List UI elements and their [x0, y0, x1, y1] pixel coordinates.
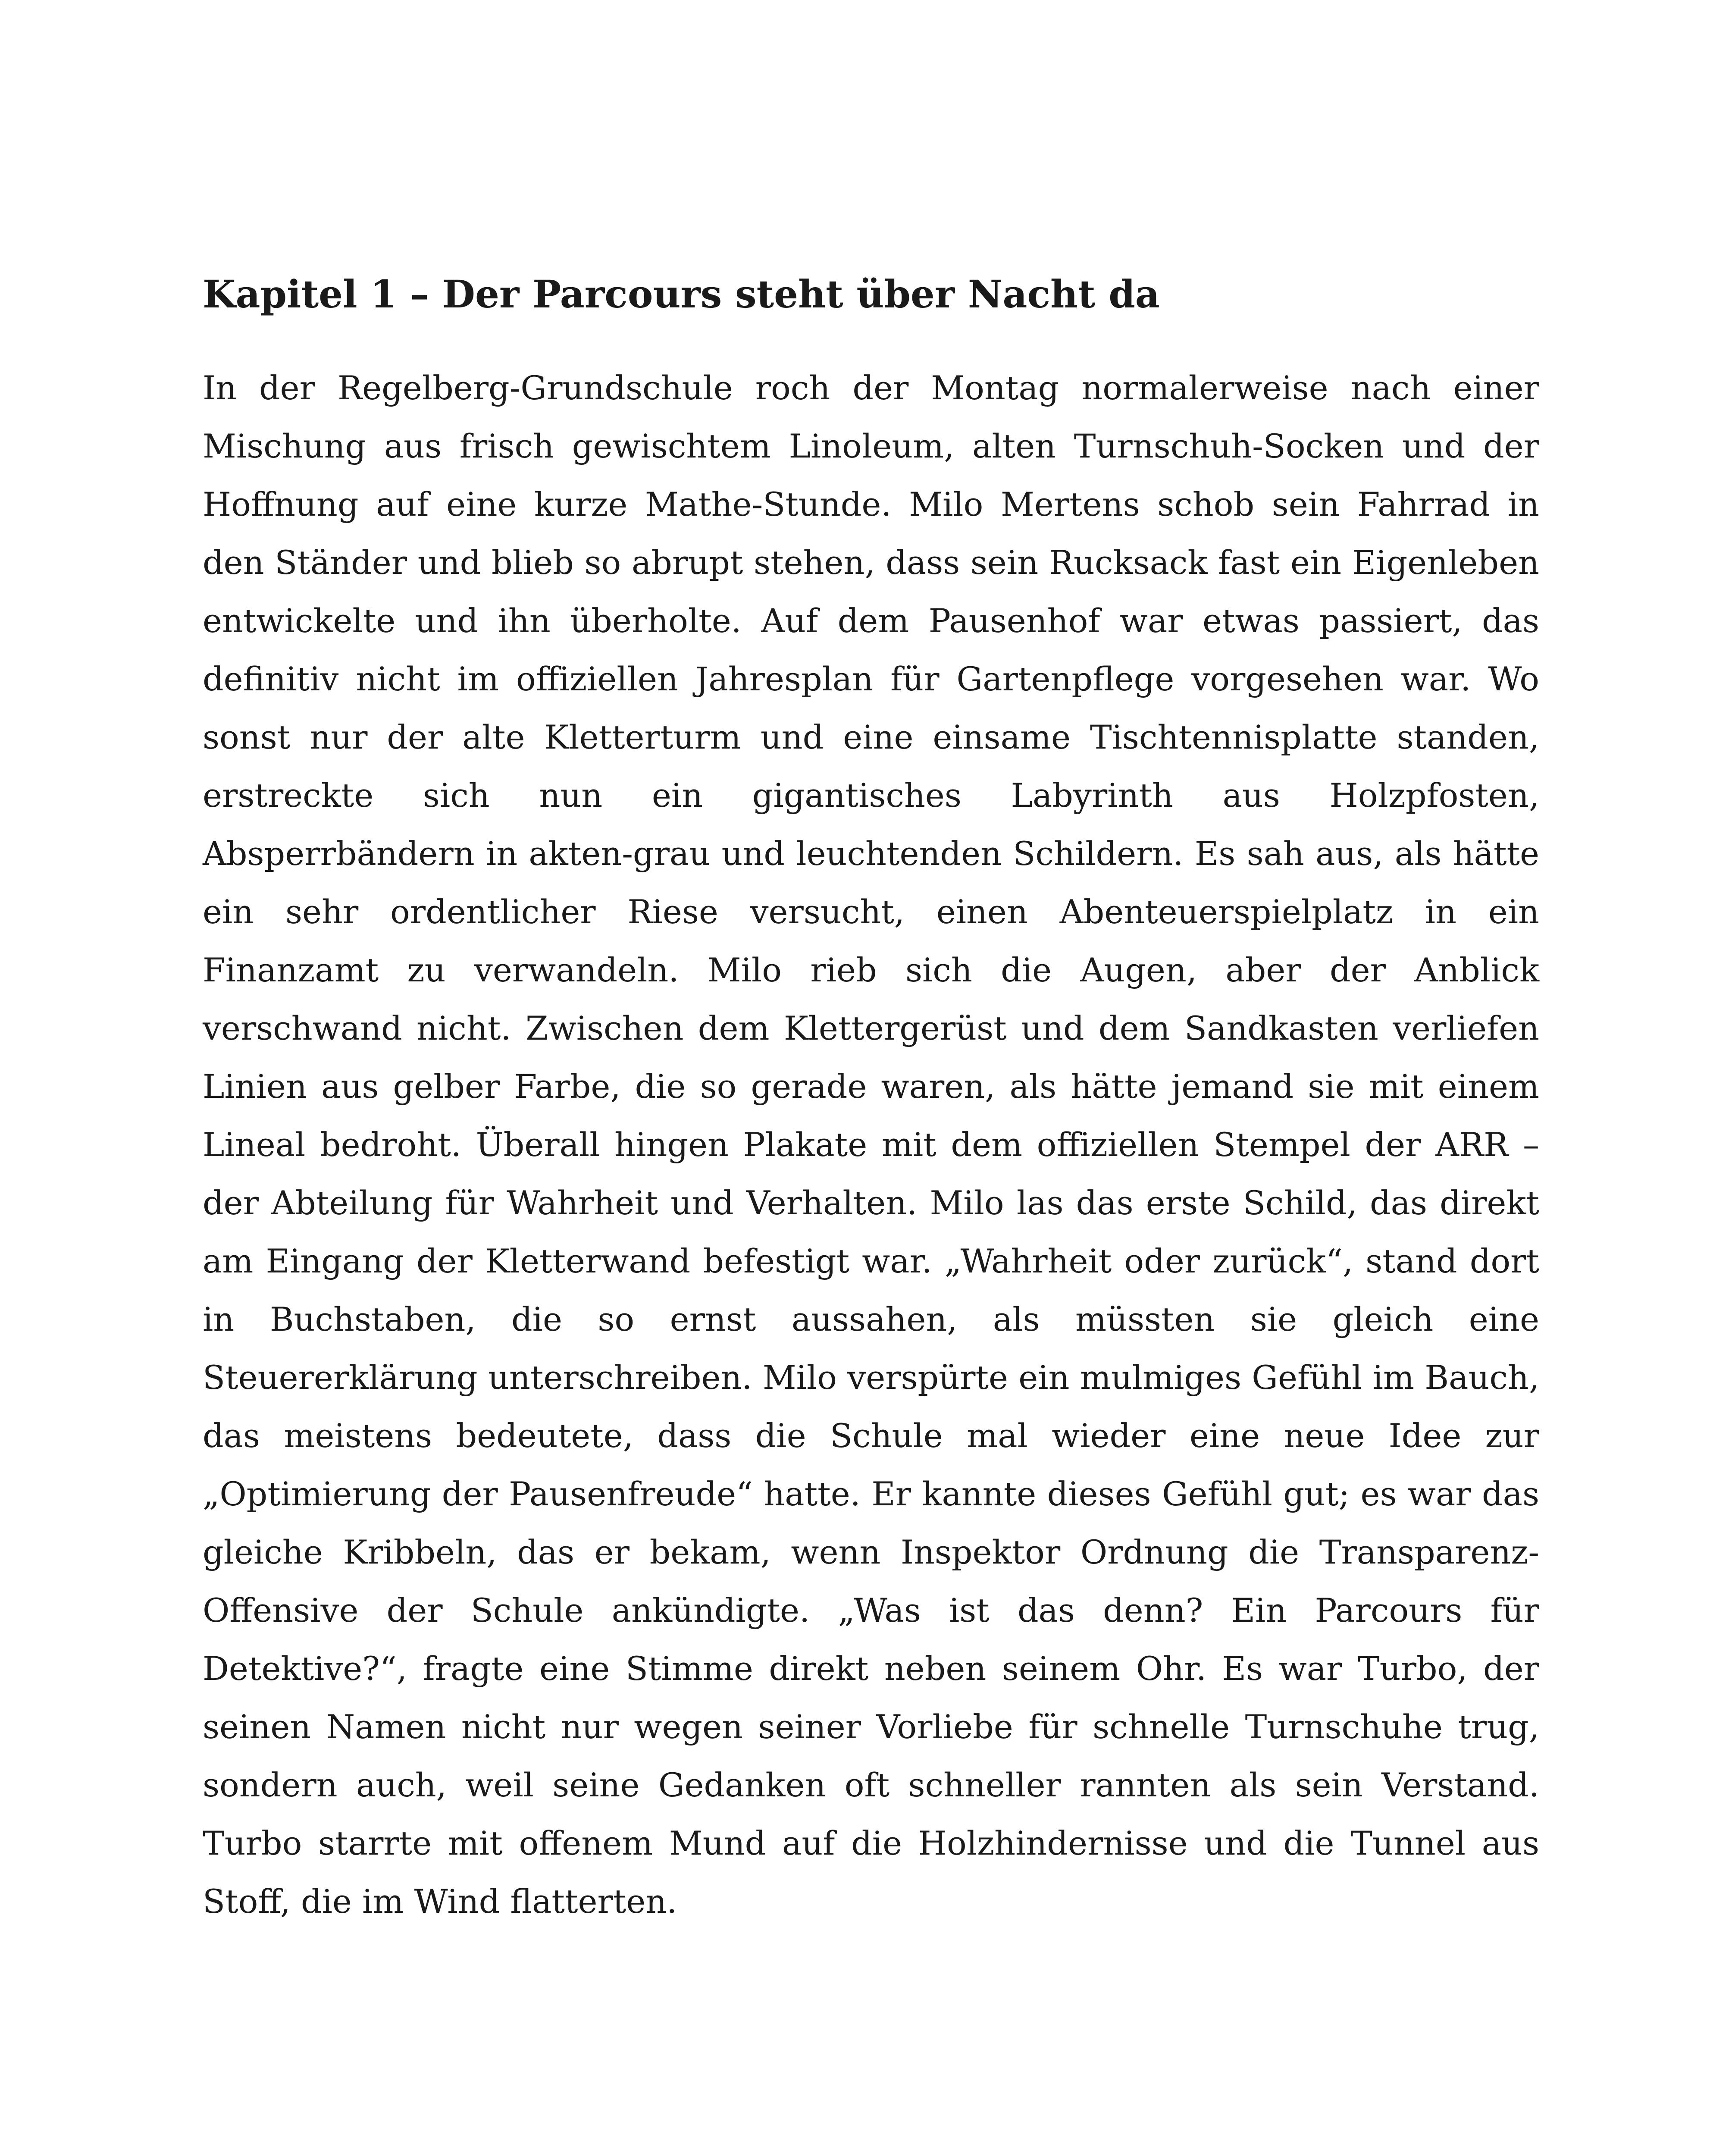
chapter-title: Kapitel 1 – Der Parcours steht über Nacht da: [203, 272, 1160, 317]
body-paragraph: In der Regelberg-Grundschule roch der Montag normalerweise nach einer Mischung aus frisch gewischtem Linoleum, alten Turnschuh-Socken und der Hoffnung auf eine kurze Mathe-Stunde. Milo Mertens schob sein Fahrrad in den Ständer und blieb so abrupt stehen, dass sein Rucksack fast ein Eigenleben entwickelte und ihn überholte. Auf dem Pausenhof war etwas passiert, das definitiv nicht im offiziellen Jahresplan für Gartenpflege vorgesehen war. Wo sonst nur der alte Kletterturm und eine einsame Tischtennisplatte standen, erstreckte sich nun ein gigantisches Labyrinth aus Holzpfosten, Absperrbändern in akten-grau und leuchtenden Schildern. Es sah aus, als hätte ein sehr ordentlicher Riese versucht, einen Abenteuerspielplatz in ein Finanzamt zu verwandeln. Milo rieb sich die Augen, aber der Anblick verschwand nicht. Zwischen dem Klettergerüst und dem Sandkasten verliefen Linien aus gelber Farbe, die so gerade waren, als hätte jemand sie mit einem Lineal bedroht. Überall hingen Plakate mit dem offiziellen Stempel der ARR – der Abteilung für Wahrheit und Verhalten. Milo las das erste Schild, das direkt am Eingang der Kletterwand befestigt war. „Wahrheit oder zurück“, stand dort in Buchstaben, die so ernst aussahen, als müssten sie gleich eine Steuererklärung unterschreiben. Milo verspürte ein mulmiges Gefühl im Bauch, das meistens bedeutete, dass die Schule mal wieder eine neue Idee zur „Optimierung der Pausenfreude“ hatte. Er kannte dieses Gefühl gut; es war das gleiche Kribbeln, das er bekam, wenn Inspektor Ordnung die Transparenz-Offensive der Schule ankündigte. „Was ist das denn? Ein Parcours für Detektive?“, fragte eine Stimme direkt neben seinem Ohr. Es war Turbo, der seinen Namen nicht nur wegen seiner Vorliebe für schnelle Turnschuhe trug, sondern auch, weil seine Gedanken oft schneller rannten als sein Verstand. Turbo starrte mit offenem Mund auf die Holzhindernisse und die Tunnel aus Stoff, die im Wind flatterten.: [203, 368, 1539, 1921]
page-content: [203, 272, 1539, 1930]
